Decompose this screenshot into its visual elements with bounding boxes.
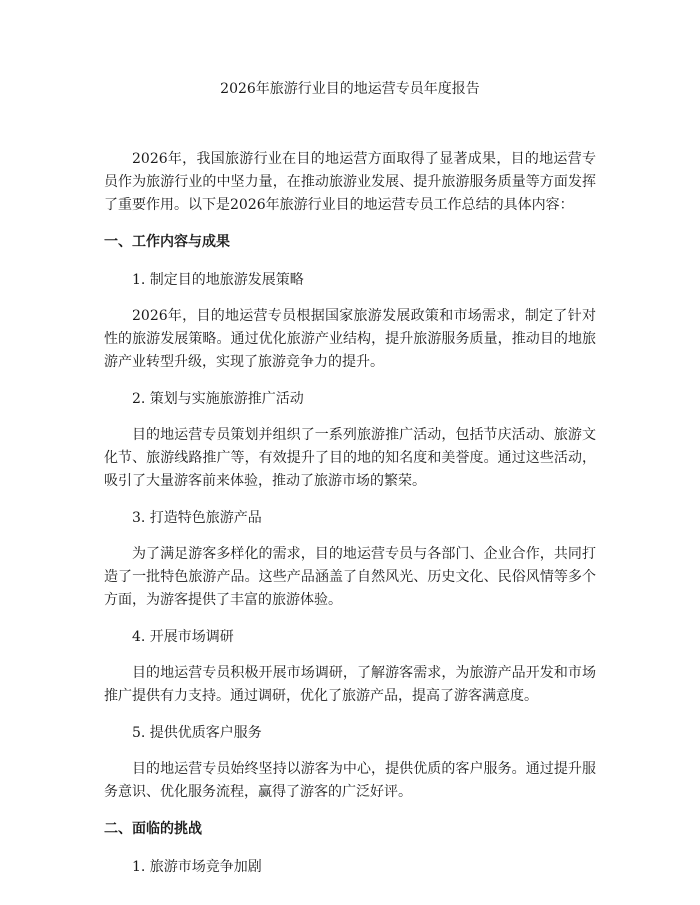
item-heading-products: 3. 打造特色旅游产品 <box>132 510 262 526</box>
item-body-service: 目的地运营专员始终坚持以游客为中心，提供优质的客户服务。通过提升服务意识、优化服务流程，赢得了游客的广泛好评。 <box>104 761 596 800</box>
item-heading-competition: 1. 旅游市场竞争加剧 <box>132 859 262 875</box>
item-body-strategy: 2026年，目的地运营专员根据国家旅游发展政策和市场需求，制定了针对性的旅游发展策略。通过优化旅游产业结构，提升旅游服务质量，推动目的地旅游产业转型升级，实现了旅游竞争力的提升。 <box>104 308 596 370</box>
item-heading-promotion: 2. 策划与实施旅游推广活动 <box>132 391 304 407</box>
item-heading-research: 4. 开展市场调研 <box>132 629 234 645</box>
section-heading-work: 一、工作内容与成果 <box>104 234 230 250</box>
intro-paragraph: 2026年，我国旅游行业在目的地运营方面取得了显著成果，目的地运营专员作为旅游行业的中坚力量，在推动旅游业发展、提升旅游服务质量等方面发挥了重要作用。以下是2026年旅游行业目的地运营专员工作总结的具体内容： <box>104 151 596 213</box>
item-body-promotion: 目的地运营专员策划并组织了一系列旅游推广活动，包括节庆活动、旅游文化节、旅游线路推广等，有效提升了目的地的知名度和美誉度。通过这些活动，吸引了大量游客前来体验，推动了旅游市场的繁荣。 <box>104 427 596 489</box>
section-heading-challenges: 二、面临的挑战 <box>104 821 202 837</box>
item-body-products: 为了满足游客多样化的需求，目的地运营专员与各部门、企业合作，共同打造了一批特色旅游产品。这些产品涵盖了自然风光、历史文化、民俗风情等多个方面，为游客提供了丰富的旅游体验。 <box>104 546 596 608</box>
item-heading-strategy: 1. 制定目的地旅游发展策略 <box>132 272 304 288</box>
item-heading-service: 5. 提供优质客户服务 <box>132 725 262 741</box>
document-title: 2026年旅游行业目的地运营专员年度报告 <box>220 81 480 97</box>
item-body-research: 目的地运营专员积极开展市场调研，了解游客需求，为旅游产品开发和市场推广提供有力支持。通过调研，优化了旅游产品，提高了游客满意度。 <box>104 665 596 704</box>
